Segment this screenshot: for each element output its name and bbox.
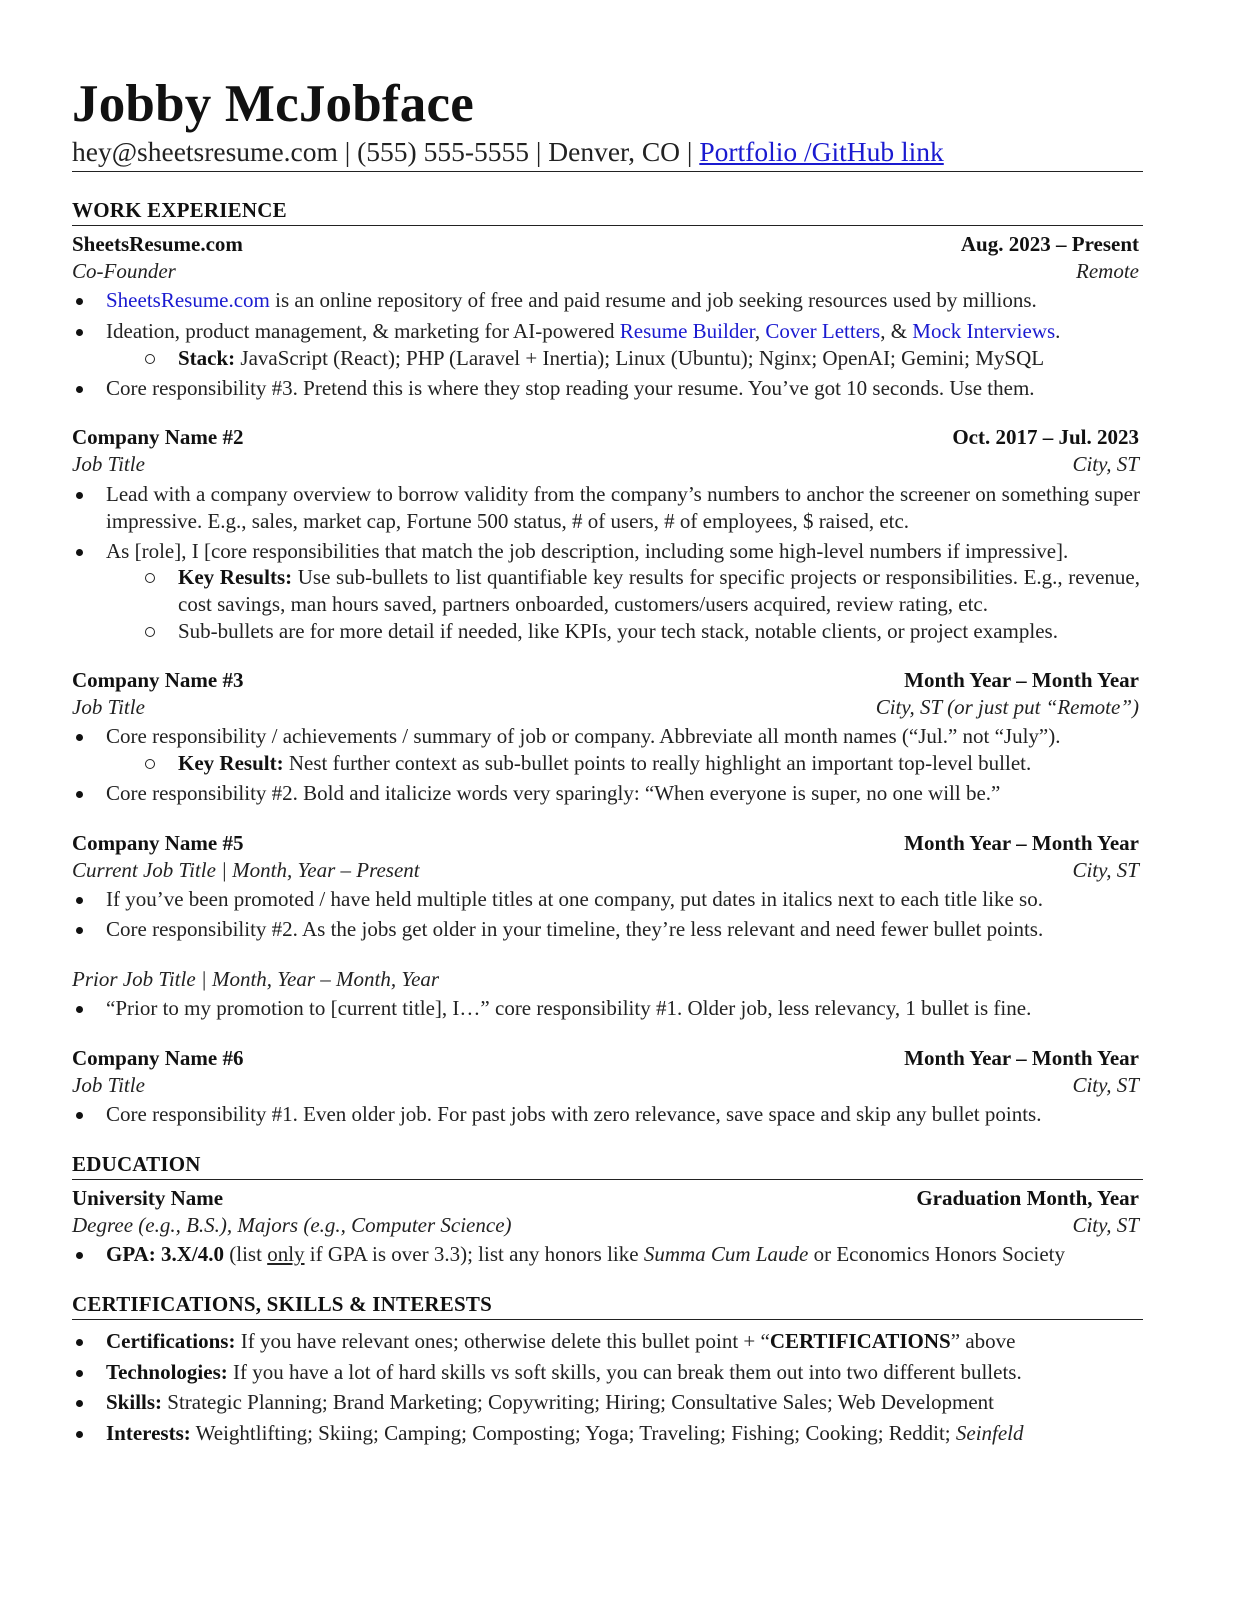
bullet-text: ” above	[950, 1329, 1016, 1353]
resume-builder-link[interactable]: Resume Builder	[619, 319, 755, 343]
bullet-item: “Prior to my promotion to [current title], I…” core responsibility #1. Older job, less relevancy, 1 bullet is fine.	[106, 995, 1140, 1022]
honor-text: Summa Cum Laude	[643, 1242, 809, 1266]
section-heading-work: WORK EXPERIENCE	[72, 198, 287, 222]
bullet-item: Lead with a company overview to borrow validity from the company’s numbers to anchor the screener on something super impressive. E.g., sales, market cap, Fortune 500 status, # of users, # of employees, $ raised, etc.	[106, 482, 1140, 533]
job-header	[72, 423, 1139, 451]
bullet-text: (list	[224, 1242, 268, 1266]
company-name: Company Name #5	[72, 831, 244, 855]
graduation-date: Graduation Month, Year	[916, 1186, 1139, 1210]
job-location: City, ST (or just put “Remote”)	[875, 695, 1139, 719]
job-header	[72, 829, 1139, 857]
bullet-item: If you’ve been promoted / have held multiple titles at one company, put dates in italics next to each title like so.	[106, 886, 1140, 913]
bullet-label: Interests:	[106, 1421, 191, 1445]
bullet-label: Technologies:	[106, 1360, 228, 1384]
job-header	[72, 666, 1139, 694]
bullet-text: Strategic Planning; Brand Marketing; Copywriting; Hiring; Consultative Sales; Web Development	[162, 1390, 995, 1414]
cover-letters-link[interactable]: Cover Letters	[765, 319, 881, 343]
contact-separator: |	[680, 136, 700, 167]
header-divider	[72, 171, 1143, 172]
education-location: City, ST	[1072, 1213, 1139, 1237]
portfolio-link[interactable]: Portfolio /GitHub link	[699, 136, 944, 167]
sub-bullet-label: Stack:	[178, 346, 236, 370]
education-subheader	[72, 1211, 1139, 1239]
bullet-item: Core responsibility / achievements / summary of job or company. Abbreviate all month names (“Jul.” not “July”).	[106, 723, 1140, 750]
mock-interviews-link[interactable]: Mock Interviews	[912, 319, 1056, 343]
job-location: Remote	[1076, 259, 1139, 283]
job-title: Job Title	[72, 452, 145, 476]
sub-bullet-item: Sub-bullets are for more detail if needed, like KPIs, your tech stack, notable clients, or project examples.	[178, 618, 1140, 645]
job-title: Job Title	[72, 695, 145, 719]
company-name: Company Name #3	[72, 668, 244, 692]
gpa-label: GPA: 3.X/4.0	[106, 1242, 225, 1266]
school-name: University Name	[72, 1186, 224, 1210]
bullet-item: As [role], I [core responsibilities that match the job description, including some high-level numbers if impressive].	[106, 538, 1140, 565]
job-subheader	[72, 693, 1139, 721]
job-title: Current Job Title | Month, Year – Present	[72, 858, 420, 882]
bullet-item	[106, 1359, 1140, 1386]
job-title: Co-Founder	[72, 259, 176, 283]
bullet-item	[106, 287, 1140, 314]
contact-separator: |	[337, 136, 358, 167]
degree: Degree (e.g., B.S.), Majors (e.g., Computer Science)	[72, 1213, 512, 1237]
company-name: Company Name #6	[72, 1046, 244, 1070]
bullet-label: Skills:	[106, 1390, 163, 1414]
candidate-name: Jobby McJobface	[72, 75, 474, 133]
education-header	[72, 1184, 1139, 1212]
sub-bullet-text: JavaScript (React); PHP (Laravel + Inertia); Linux (Ubuntu); Nginx; OpenAI; Gemini; MySQL	[235, 346, 1045, 370]
bullet-item	[106, 1420, 1140, 1447]
job-dates: Oct. 2017 – Jul. 2023	[952, 425, 1139, 449]
job-location: City, ST	[1072, 1073, 1139, 1097]
bullet-text: if GPA is over 3.3); list any honors like	[304, 1242, 644, 1266]
job-dates: Month Year – Month Year	[904, 1046, 1139, 1070]
job-dates: Aug. 2023 – Present	[960, 232, 1139, 256]
job-location: City, ST	[1072, 452, 1139, 476]
section-divider	[72, 1179, 1143, 1180]
sub-bullet-label: Key Result:	[178, 751, 284, 775]
bullet-text: CERTIFICATIONS	[769, 1329, 951, 1353]
job-subheader	[72, 450, 1139, 478]
bullet-item: Core responsibility #2. Bold and italicize words very sparingly: “When everyone is super, no one will be.”	[106, 780, 1140, 807]
company-name: SheetsResume.com	[72, 232, 243, 256]
bullet-text: .	[1055, 319, 1061, 343]
prior-job-title	[72, 965, 1139, 993]
bullet-text: Seinfeld	[955, 1421, 1024, 1445]
sub-bullet-item	[178, 564, 1140, 618]
sub-bullet-label: Key Results:	[178, 565, 293, 589]
bullet-item	[106, 1389, 1140, 1416]
sheetsresume-link[interactable]: SheetsResume.com	[106, 288, 270, 312]
job-title: Prior Job Title | Month, Year – Month, Year	[72, 967, 440, 991]
bullet-item: Core responsibility #2. As the jobs get older in your timeline, they’re less relevant and need fewer bullet points.	[106, 916, 1140, 943]
bullet-text: ,	[754, 319, 766, 343]
bullet-item: Core responsibility #3. Pretend this is where they stop reading your resume. You’ve got 10 seconds. Use them.	[106, 375, 1140, 402]
job-dates: Month Year – Month Year	[904, 831, 1139, 855]
contact-separator: |	[529, 136, 549, 167]
bullet-item	[106, 1241, 1140, 1268]
bullet-text: only	[267, 1242, 305, 1266]
bullet-item	[106, 318, 1140, 345]
job-title: Job Title	[72, 1073, 145, 1097]
contact-phone: (555) 555-5555	[357, 136, 529, 167]
bullet-text: , &	[880, 319, 913, 343]
bullet-label: Certifications:	[106, 1329, 236, 1353]
bullet-text: If you have a lot of hard skills vs soft skills, you can break them out into two different bullets.	[227, 1360, 1022, 1384]
sub-bullet-item	[178, 750, 1140, 777]
job-header	[72, 230, 1139, 258]
sub-bullet-text: Nest further context as sub-bullet points to really highlight an important top-level bullet.	[283, 751, 1032, 775]
job-subheader	[72, 856, 1139, 884]
job-subheader	[72, 257, 1139, 285]
section-divider	[72, 1319, 1143, 1320]
bullet-item: Core responsibility #1. Even older job. For past jobs with zero relevance, save space and skip any bullet points.	[106, 1101, 1140, 1128]
section-heading-certs: CERTIFICATIONS, SKILLS & INTERESTS	[72, 1292, 492, 1316]
section-heading-education: EDUCATION	[72, 1152, 201, 1176]
job-location: City, ST	[1072, 858, 1139, 882]
job-header	[72, 1044, 1139, 1072]
bullet-text: Weightlifting; Skiing; Camping; Composting; Yoga; Traveling; Fishing; Cooking; Reddit;	[190, 1421, 956, 1445]
bullet-item	[106, 1328, 1140, 1355]
bullet-text: or Economics Honors Society	[808, 1242, 1065, 1266]
sub-bullet-item	[178, 345, 1140, 372]
company-name: Company Name #2	[72, 425, 244, 449]
section-divider	[72, 225, 1143, 226]
contact-location: Denver, CO	[548, 136, 681, 167]
bullet-text: If you have relevant ones; otherwise delete this bullet point + “	[235, 1329, 770, 1353]
job-dates: Month Year – Month Year	[904, 668, 1139, 692]
sub-bullet-text: Use sub-bullets to list quantifiable key results for specific projects or responsibilities. E.g., revenue, cost savings, man hours saved, partners onboarded, customers/users acquired, review rating, etc.	[178, 565, 1140, 616]
bullet-text: is an online repository of free and paid resume and job seeking resources used by millions.	[269, 288, 1037, 312]
contact-line	[72, 134, 1143, 170]
bullet-text: Ideation, product management, & marketing for AI-powered	[106, 319, 620, 343]
contact-email: hey@sheetsresume.com	[72, 136, 338, 167]
job-subheader	[72, 1071, 1139, 1099]
